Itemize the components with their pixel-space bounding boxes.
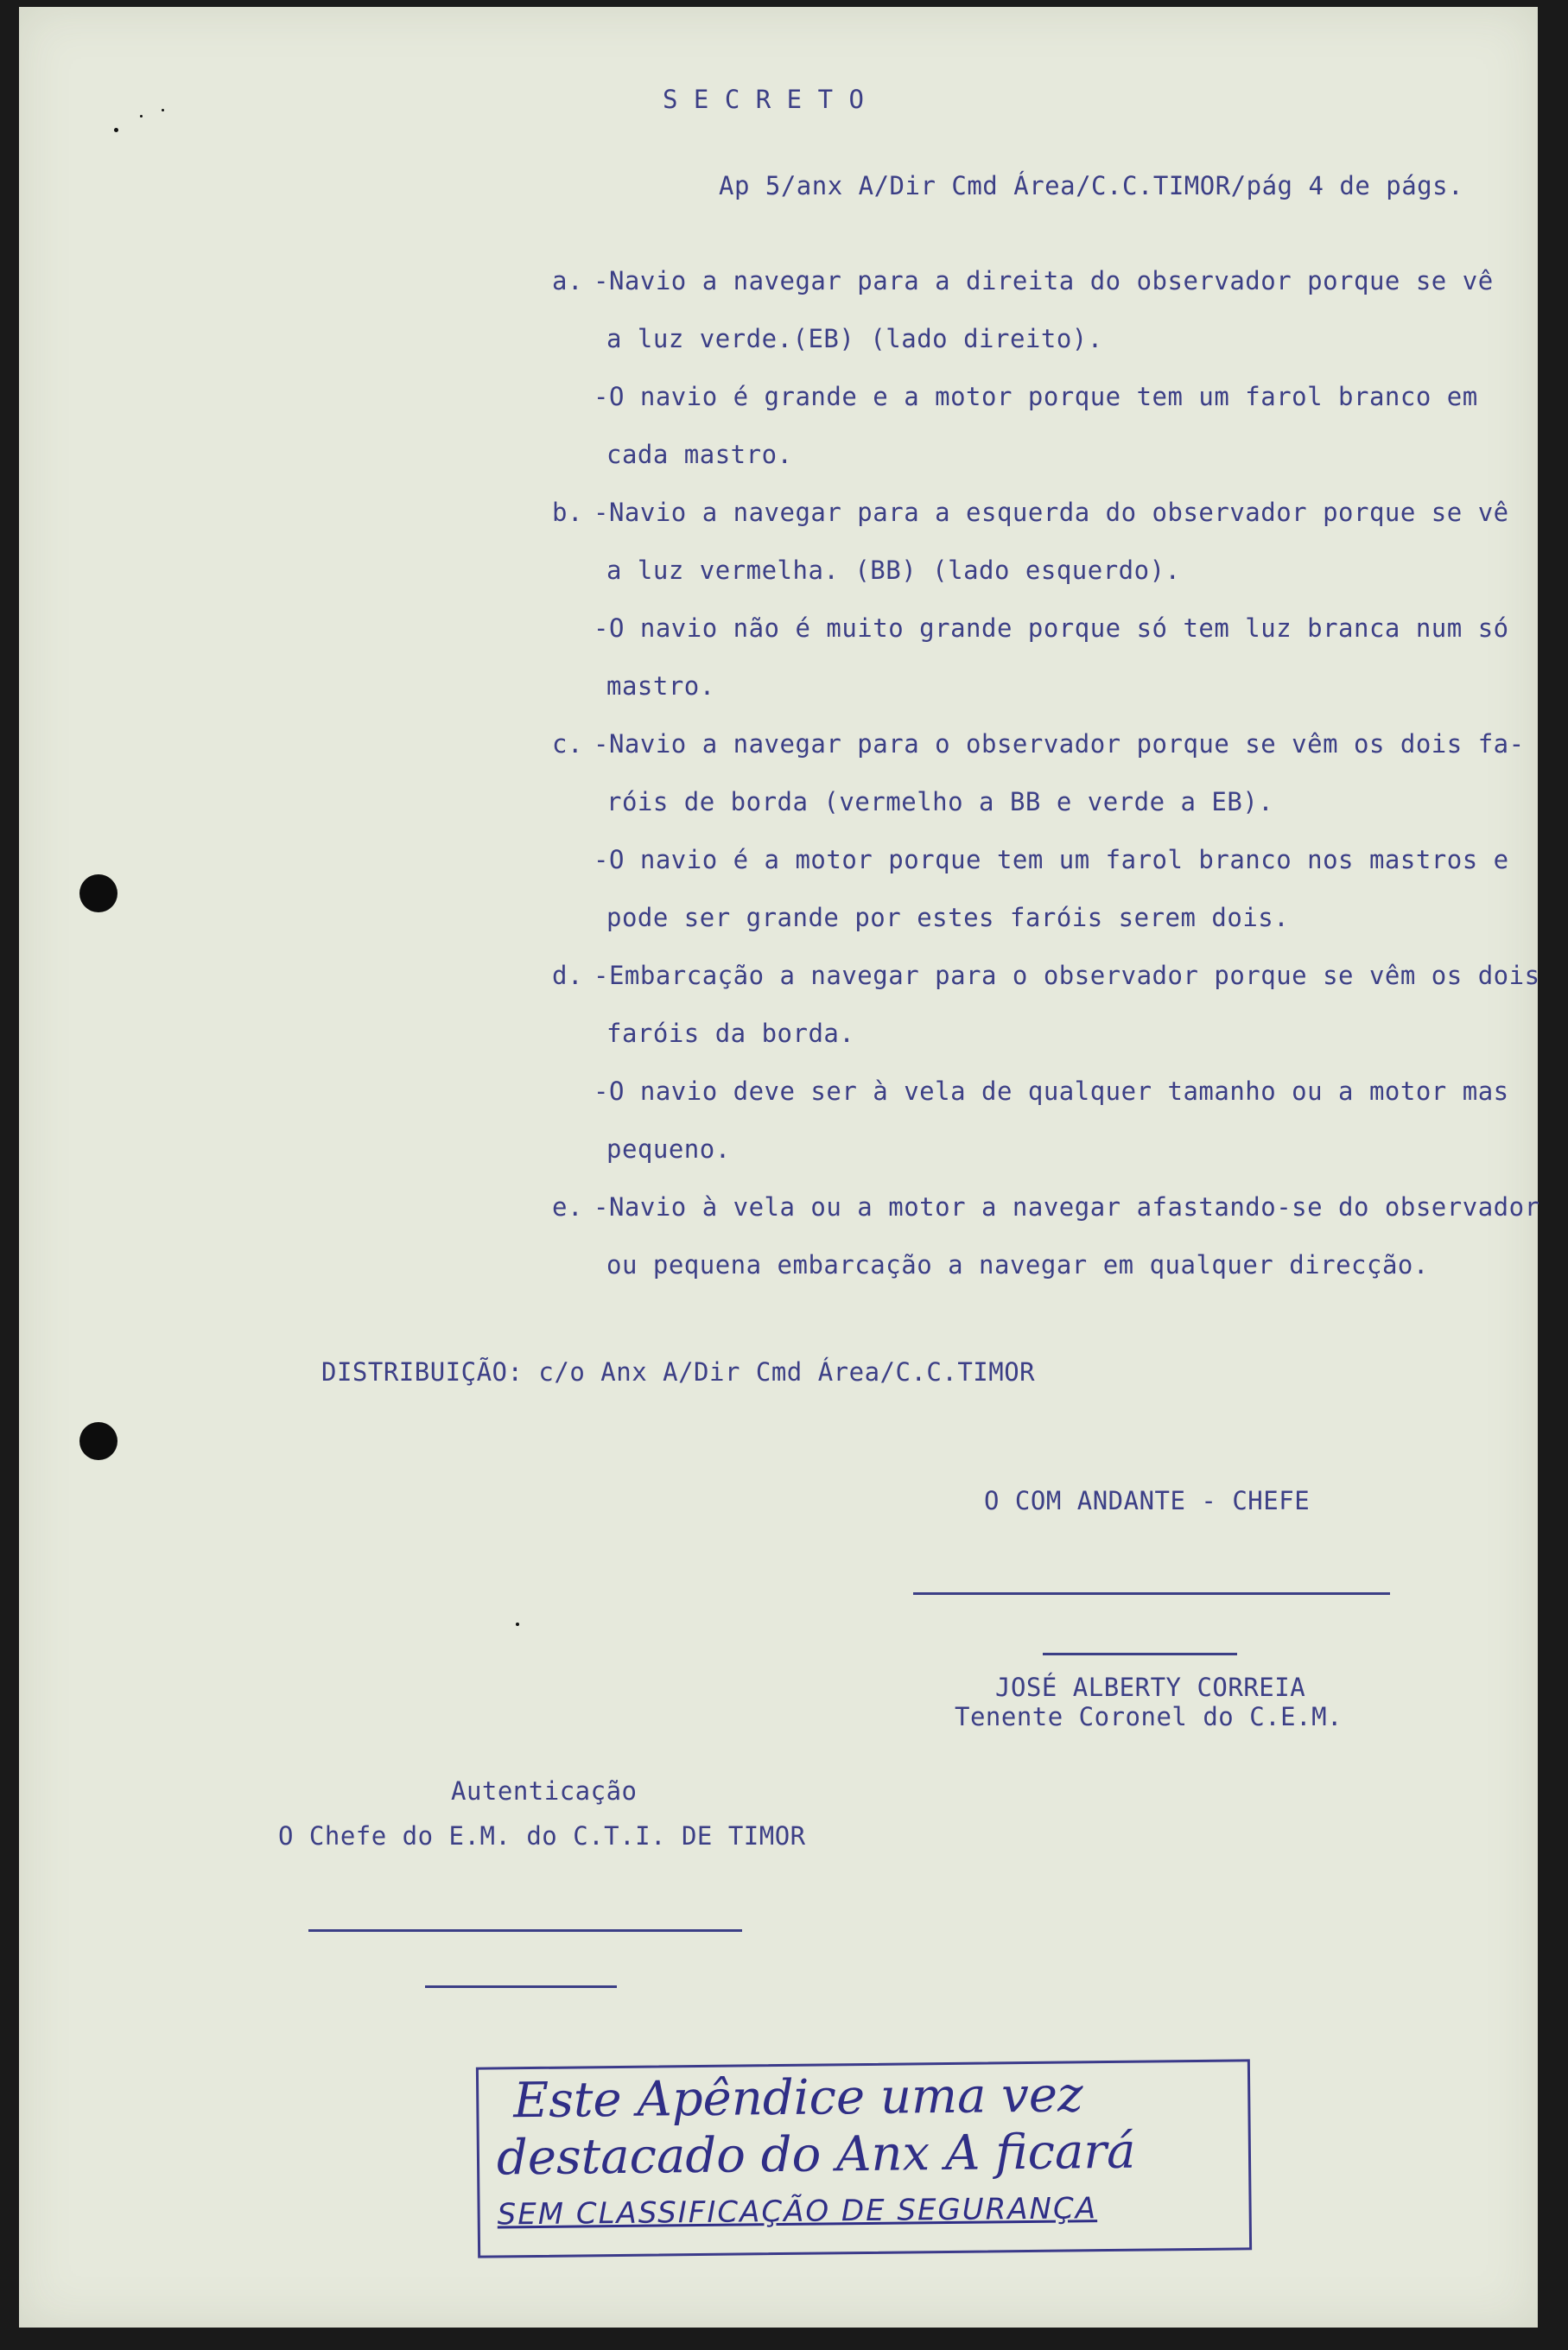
item-text-line: -Navio à vela ou a motor a navegar afastando-se do observador [594, 1192, 1540, 1222]
item-text-line: pequeno. [606, 1134, 731, 1164]
item-label: a. [552, 266, 583, 295]
item-text-line: -Navio a navegar para a esquerda do observador porque se vê [594, 498, 1509, 527]
ink-speck [114, 128, 118, 132]
signer-rank: Tenente Coronel do C.E.M. [955, 1702, 1343, 1731]
document-page [19, 7, 1538, 2328]
authentication-underline [425, 1985, 617, 1988]
item-text-line: -O navio é a motor porque tem um farol branco nos mastros e [594, 845, 1509, 874]
item-label: c. [552, 729, 583, 759]
authentication-heading: Autenticação [451, 1776, 638, 1806]
binder-hole-bottom [79, 1422, 117, 1460]
item-text-line: a luz vermelha. (BB) (lado esquerdo). [606, 556, 1181, 585]
ink-speck [162, 109, 164, 111]
item-label: d. [552, 961, 583, 990]
page-reference: Ap 5/anx A/Dir Cmd Área/C.C.TIMOR/pág 4 de págs. [719, 171, 1464, 200]
item-label: b. [552, 498, 583, 527]
item-text-line: -Navio a navegar para a direita do observador porque se vê [594, 266, 1494, 295]
item-text-line: cada mastro. [606, 440, 793, 469]
item-text-line: a luz verde.(EB) (lado direito). [606, 324, 1103, 353]
authentication-line: O Chefe do E.M. do C.T.I. DE TIMOR [278, 1821, 806, 1851]
item-text-line: faróis da borda. [606, 1019, 855, 1048]
item-text-line: -O navio é grande e a motor porque tem um farol branco em [594, 382, 1478, 411]
item-text-line: ou pequena embarcação a navegar em qualquer direcção. [606, 1250, 1429, 1280]
signature-line [913, 1592, 1390, 1595]
stamp-line-3: SEM CLASSIFICAÇÃO DE SEGURANÇA [497, 2191, 1098, 2232]
stamp-line-1: Este Apêndice uma vez [512, 2067, 1083, 2130]
item-text-line: pode ser grande por estes faróis serem dois. [606, 903, 1290, 932]
item-text-line: -Navio a navegar para o observador porque se vêm os dois fa- [594, 729, 1525, 759]
ink-speck [140, 115, 143, 118]
signature-title: O COM ANDANTE - CHEFE [984, 1486, 1311, 1515]
stamp-line-2: destacado do Anx A ficará [496, 2123, 1136, 2187]
declassification-stamp [476, 2059, 1252, 2258]
item-text-line: -O navio deve ser à vela de qualquer tamanho ou a motor mas [594, 1077, 1509, 1106]
item-text-line: -O navio não é muito grande porque só tem luz branca num só [594, 613, 1509, 643]
item-label: e. [552, 1192, 583, 1222]
ink-speck [516, 1623, 519, 1626]
item-text-line: mastro. [606, 671, 715, 701]
signature-underline [1043, 1653, 1237, 1655]
classification-header: S E C R E T O [663, 85, 865, 114]
item-text-line: -Embarcação a navegar para o observador porque se vêm os dois [594, 961, 1540, 990]
distribution-line: DISTRIBUIÇÃO: c/o Anx A/Dir Cmd Área/C.C.TIMOR [321, 1357, 1036, 1387]
binder-hole-top [79, 874, 117, 912]
authentication-signature-line [308, 1929, 742, 1932]
signer-name: JOSÉ ALBERTY CORREIA [995, 1673, 1306, 1702]
item-text-line: róis de borda (vermelho a BB e verde a EB). [606, 787, 1274, 816]
